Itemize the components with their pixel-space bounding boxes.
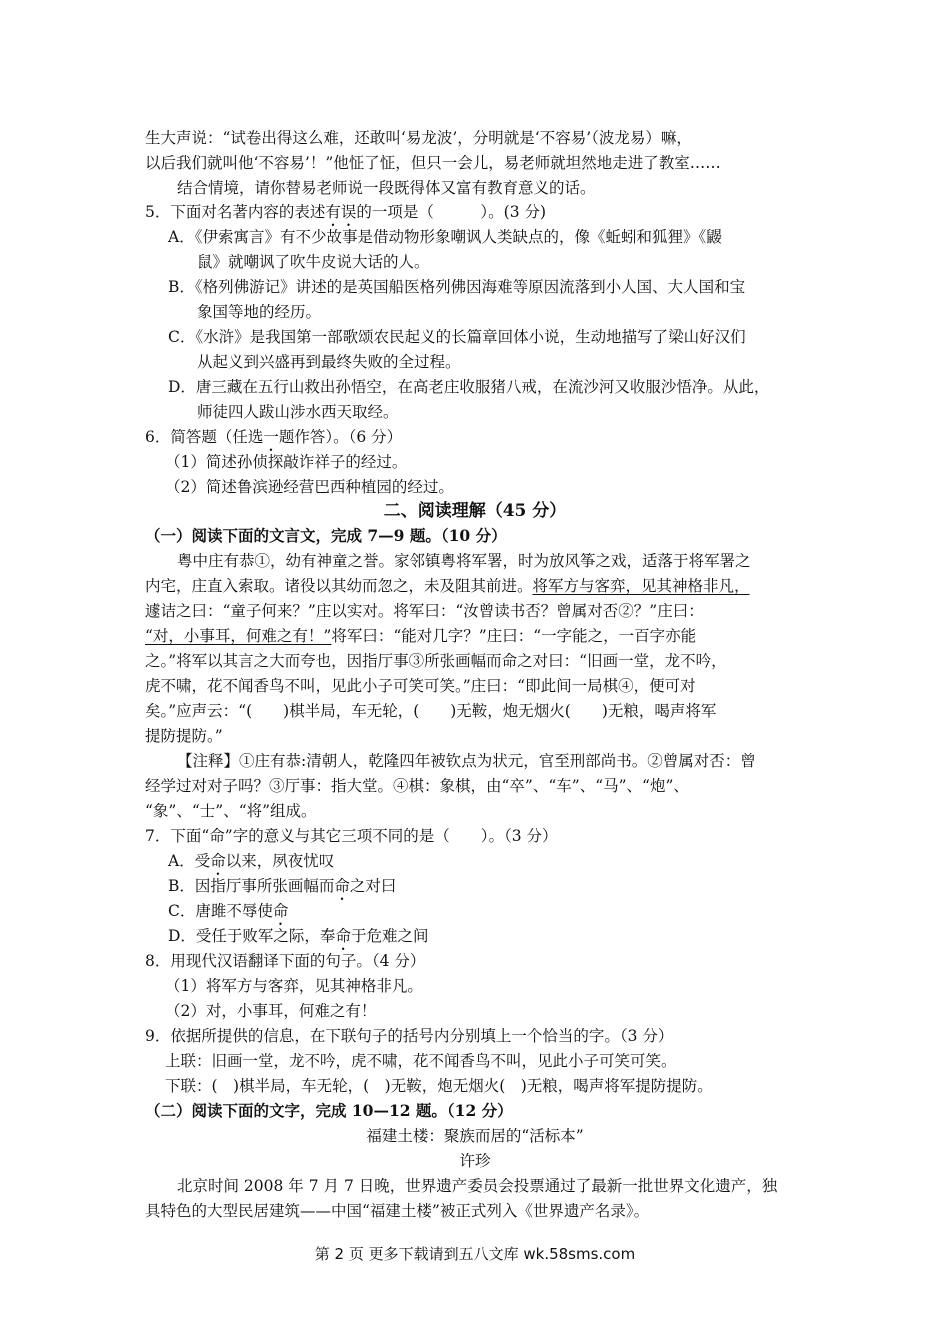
- article-author: 许珍: [459, 1152, 491, 1170]
- article-line-2: 具特色的大型民居建筑——中国“福建土楼”被正式列入《世界遗产名录》。: [145, 1202, 650, 1220]
- question-7-option-b: B．因指厅事所张画幅而命之对曰: [168, 877, 397, 895]
- question-8-stem: 8．用现代汉语翻译下面的句子。（4 分）: [145, 952, 426, 970]
- option-b-line-2: 象国等地的经历。: [197, 303, 322, 321]
- part-2-heading: （二）阅读下面的文字，完成 10—12 题。（12 分）: [145, 1101, 513, 1120]
- option-d-line-1: D．唐三藏在五行山救出孙悟空，在高老庄收服猪八戒，在流沙河又收服沙悟净。从此，: [168, 378, 770, 396]
- option-d-line-2: 师徒四人跋山涉水西天取经。: [197, 403, 399, 421]
- emphasis-text: 有误: [325, 203, 357, 221]
- passage-line-1: 粤中庄有恭①，幼有神童之誉。家邻镇粤将军署，时为放风筝之戏，适落于将军署之: [177, 552, 751, 570]
- passage-line-8: 提防提防。”: [145, 727, 223, 745]
- emphasis-text: 一: [263, 428, 279, 446]
- option-a-line-1: A．《伊索寓言》有不少故事是借动物形象嘲讽人类缺点的，像《蚯蚓和狐狸》《鼹: [168, 228, 722, 246]
- option-b-line-1: B．《格列佛游记》讲述的是英国船医格列佛因海难等原因流落到小人国、大人国和宝: [168, 278, 746, 296]
- part-1-heading: （一）阅读下面的文言文，完成 7—9 题。（10 分）: [145, 526, 507, 545]
- upper-couplet: 上联：旧画一堂，龙不吟，虎不啸，花不闻香鸟不叫，见此小子可笑可笑。: [165, 1052, 677, 1070]
- note-line-2: 经学过对对子吗？③厅事：指大堂。④棋：象棋，由“卒”、“车”、“马”、“炮”、: [145, 777, 689, 795]
- question-5-stem: 5．下面对名著内容的表述有误的一项是（ ）。(3 分): [145, 203, 547, 221]
- article-title: 福建土楼：聚族而居的“活标本”: [366, 1127, 584, 1145]
- option-c-line-2: 从起义到兴盛再到最终失败的全过程。: [197, 353, 461, 371]
- intro-line-2: 以后我们就叫他‘不容易’！”他怔了怔，但只一会儿，易老师就坦然地走进了教室……: [145, 154, 721, 172]
- passage-line-2: 内宅，庄直入索取。诸役以其幼而忽之，未及阻其前进。将军方与客弈，见其神格非凡，: [145, 577, 750, 595]
- question-7-option-a: A．受命以来，夙夜忧叹: [168, 852, 335, 870]
- question-9-stem: 9．依据所提供的信息，在下联句子的括号内分别填上一个恰当的字。（3 分）: [145, 1027, 674, 1045]
- note-line-1: 【注释】①庄有恭:清朝人，乾隆四年被钦点为状元，官至刑部尚书。②曾属对否：曾: [177, 752, 756, 770]
- passage-line-3: 遽诘之曰：“童子何来？”庄以实对。将军曰：“汝曾读书否？曾属对否②？”庄曰：: [145, 602, 704, 620]
- question-8-sentence-1: （1）将军方与客弈，见其神格非凡。: [165, 977, 423, 995]
- underlined-sentence: “对，小事耳，何难之有！”: [145, 627, 332, 645]
- question-6-option-2: （2）简述鲁滨逊经营巴西种植园的经过。: [165, 478, 454, 496]
- question-7-option-c: C．唐雎不辱使命: [168, 902, 289, 920]
- note-line-3: “象”、“士”、“将”组成。: [145, 802, 317, 820]
- passage-line-4: “对，小事耳，何难之有！”将军曰：“能对几字？”庄曰：“一字能之，一百字亦能: [145, 627, 697, 645]
- intro-line-1: 生大声说：“试卷出得这么难，还敢叫‘易龙波’，分明就是‘不容易’（波龙易）嘛，: [145, 129, 692, 147]
- passage-line-6: 虎不啸，花不闻香鸟不叫，见此小子可笑可笑。”庄曰：“即此间一局棋④，便可对: [145, 677, 696, 695]
- page-footer: 第 2 页 更多下载请到五八文库 wk.58sms.com: [314, 1245, 636, 1263]
- lower-couplet: 下联：( )棋半局，车无轮，( )无鞍，炮无烟火( )无粮，喝声将军提防提防。: [165, 1077, 713, 1095]
- option-c-line-1: C．《水浒》是我国第一部歌颂农民起义的长篇章回体小说，生动地描写了梁山好汉们: [168, 328, 746, 346]
- question-6-option-1: （1）简述孙侦探敲诈祥子的经过。: [165, 453, 408, 471]
- intro-question: 结合情境，请你替易老师说一段既得体又富有教育意义的话。: [177, 179, 596, 197]
- question-7-option-d: D．受任于败军之际，奉命于危难之间: [168, 927, 429, 945]
- article-line-1: 北京时间 2008 年 7 月 7 日晚，世界遗产委员会投票通过了最新一批世界文化遗产，独: [177, 1177, 778, 1195]
- question-7-stem: 7．下面“命”字的意义与其它三项不同的是（ ）。（3 分）: [145, 827, 558, 845]
- option-a-line-2: 鼠》就嘲讽了吹牛皮说大话的人。: [197, 253, 430, 271]
- section-2-title: 二、阅读理解（45 分）: [383, 501, 567, 521]
- question-8-sentence-2: （2）对，小事耳，何难之有！: [165, 1002, 377, 1020]
- passage-line-7: 矣。”应声云：“( )棋半局，车无轮，( )无鞍，炮无烟火( )无粮，喝声将军: [145, 702, 717, 720]
- underlined-sentence: 将军方与客弈，见其神格非凡，: [532, 577, 750, 595]
- question-6-stem: 6．简答题（任选一题作答）。（6 分）: [145, 428, 403, 446]
- passage-line-5: 之。”将军以其言之大而夸也，因指厅事③所张画幅而命之对曰：“旧画一堂，龙不吟，: [145, 652, 727, 670]
